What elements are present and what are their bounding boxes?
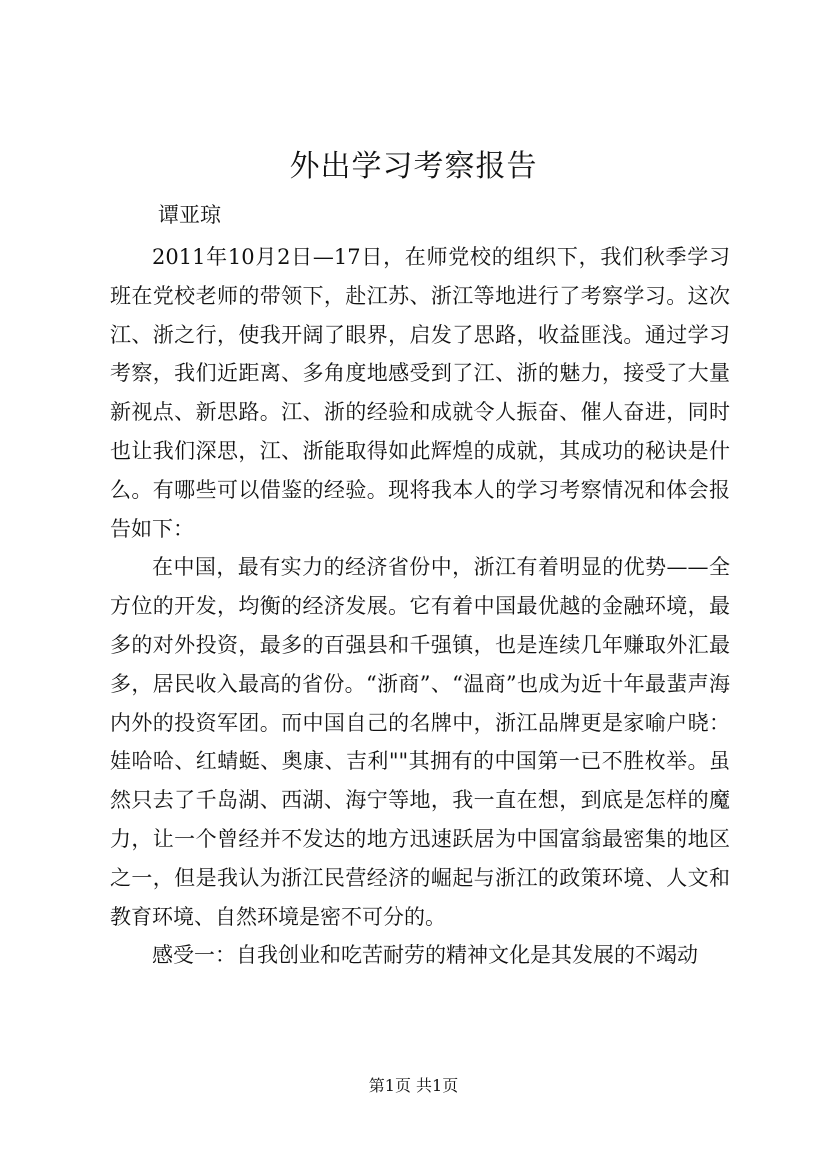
paragraph-intro: 2011年10月2日—17日，在师党校的组织下，我们秋季学习班在党校老师的带领下，赴江苏、浙江等地进行了考察学习。这次江、浙之行，使我开阔了眼界，启发了思路，收益匪浅。通过学习考察，我们近距离、多角度地感受到了江、浙的魅力，接受了大量新视点、新思路。江、浙的经验和成就令人振奋、催人奋进，同时也让我们深思，江、浙能取得如此辉煌的成就，其成功的秘诀是什么。有哪些可以借鉴的经验。现将我本人的学习考察情况和体会报告如下：	[110, 245, 730, 541]
paragraph-zhejiang-economy: 在中国，最有实力的经济省份中，浙江有着明显的优势——全方位的开发，均衡的经济发展。它有着中国最优越的金融环境，最多的对外投资，最多的百强县和千强镇，也是连续几年赚取外汇最多，居民收入最高的省份。“浙商”、“温商”也成为近十年最蜚声海内外的投资军团。而中国自己的名牌中，浙江品牌更是家喻户晓：娃哈哈、红蜻蜓、奥康、吉利""其拥有的中国第一已不胜枚举。虽然只去了千岛湖、西湖、海宁等地，我一直在想，到底是怎样的魔力，让一个曾经并不发达的地方迅速跃居为中国富翁最密集的地区之一，但是我认为浙江民营经济的崛起与浙江的政策环境、人文和教育环境、自然环境是密不可分的。	[110, 555, 730, 929]
author-name: 谭亚琼	[158, 203, 221, 227]
paragraph-impression-one: 感受一：自我创业和吃苦耐劳的精神文化是其发展的不竭动	[152, 943, 698, 968]
document-title: 外出学习考察报告	[289, 149, 538, 184]
document-body	[110, 238, 730, 975]
page-number-footer: 第1页 共1页	[368, 1076, 459, 1095]
